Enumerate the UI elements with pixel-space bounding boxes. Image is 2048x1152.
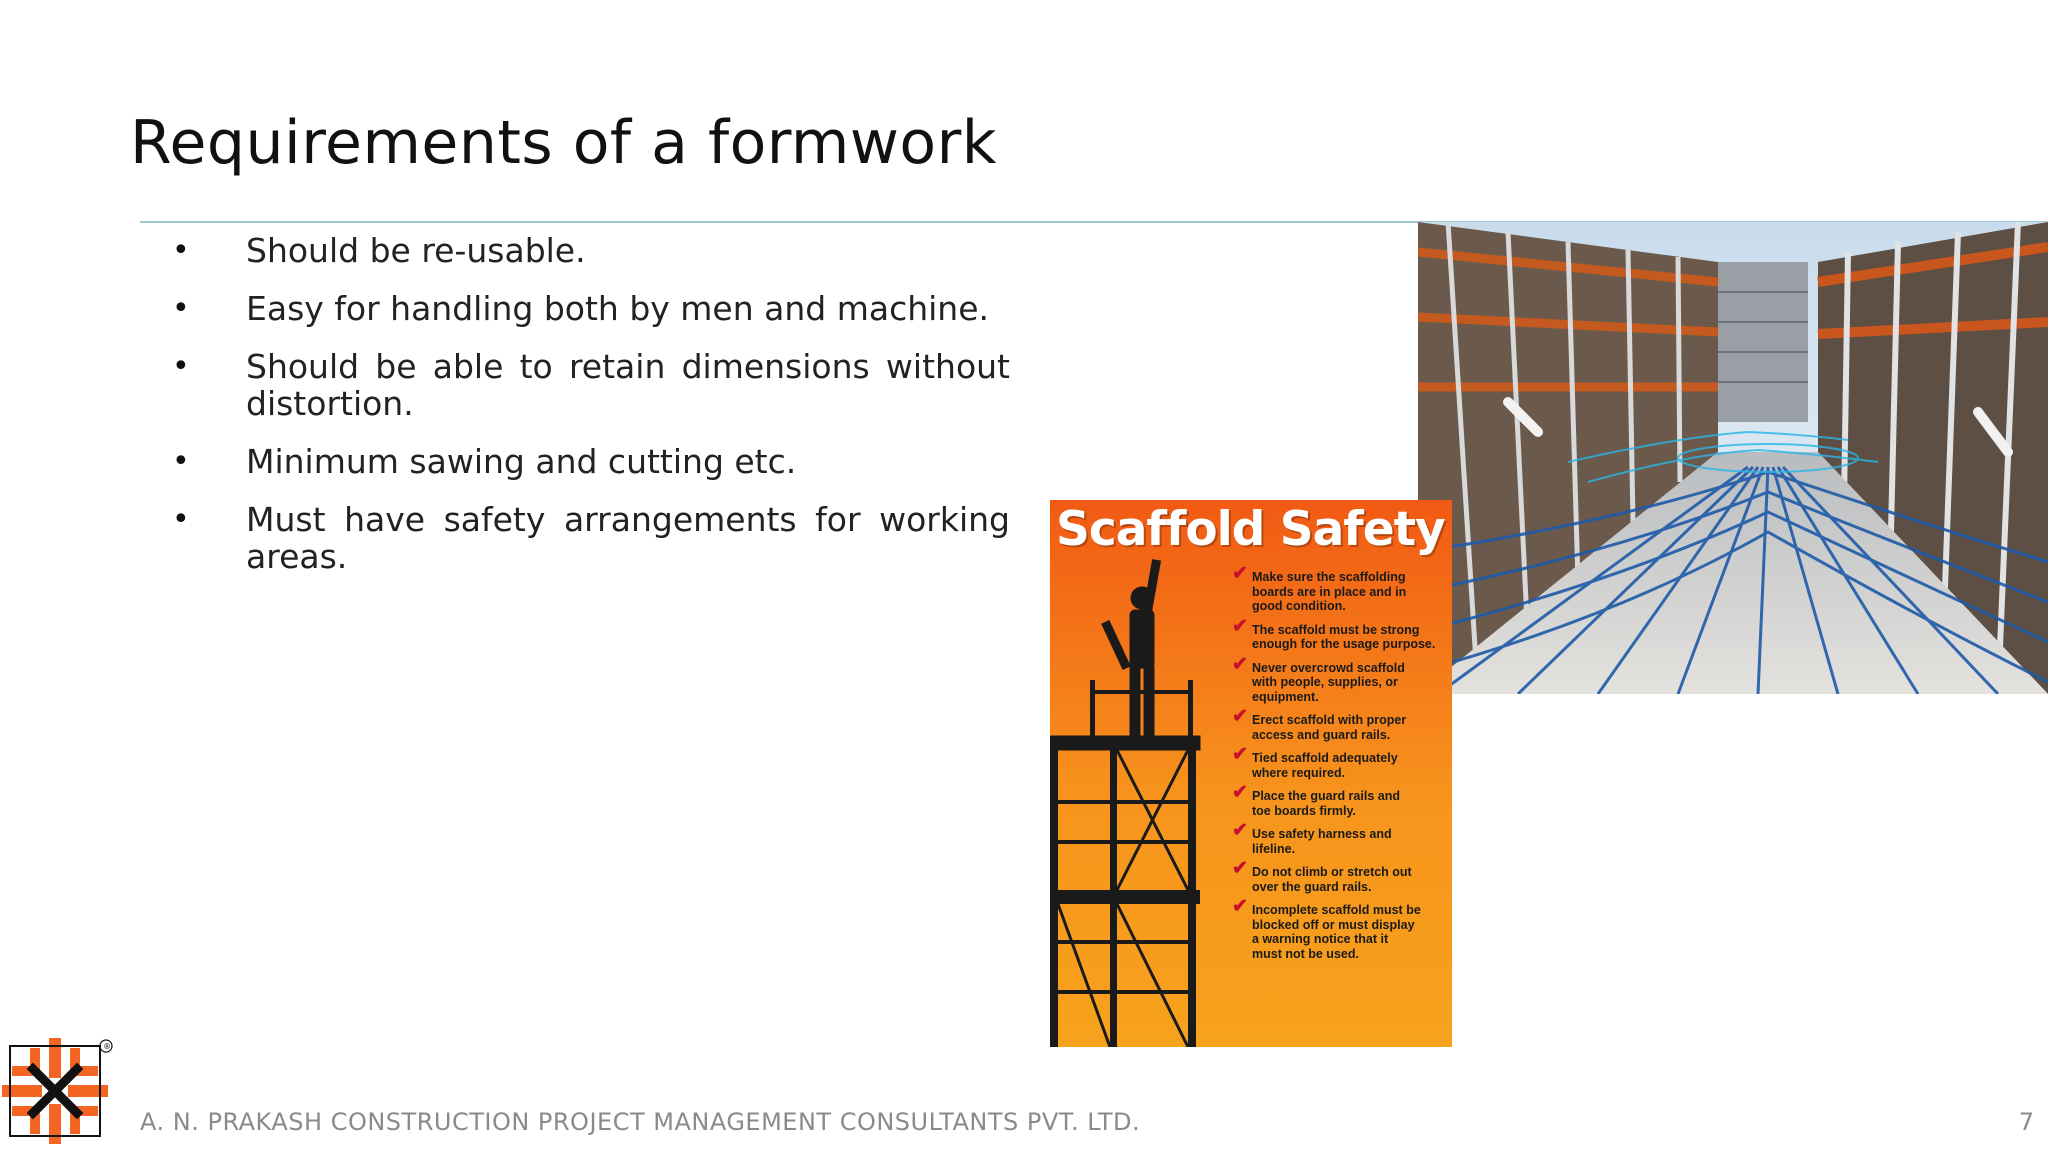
checkmark-icon: ✔ [1232, 782, 1248, 803]
bullet-list [160, 232, 1010, 596]
poster-item-text: Use safety harness and lifeline. [1252, 827, 1392, 856]
checkmark-icon: ✔ [1232, 896, 1248, 917]
poster-item-text: Erect scaffold with proper access and guard rails. [1252, 713, 1407, 742]
poster-item-text: Incomplete scaffold must be blocked off or must display a warning notice that it must not be used. [1252, 903, 1421, 961]
poster-item-text: Make sure the scaffolding boards are in place and in good condition. [1252, 570, 1407, 613]
poster-item-text: Do not climb or stretch out over the guard rails. [1252, 865, 1412, 894]
company-logo [0, 1036, 120, 1146]
checkmark-icon: ✔ [1232, 820, 1248, 841]
poster-check-item [1232, 706, 1450, 742]
poster-title: Scaffold Safety [1056, 502, 1445, 557]
poster-check-item [1232, 782, 1450, 818]
construction-safety-net-photo [1418, 222, 2048, 694]
scaffold-worker-silhouette [1050, 540, 1230, 1047]
checkmark-icon: ✔ [1232, 706, 1248, 727]
bullet-text: Must have safety arrangements for working areas. [246, 500, 1010, 576]
bullet-glyph: • [172, 444, 190, 479]
poster-check-item [1232, 858, 1450, 894]
bullet-text: Easy for handling both by men and machine. [246, 289, 990, 328]
bullet-item [160, 290, 1010, 327]
poster-check-item [1232, 896, 1450, 961]
checkmark-icon: ✔ [1232, 563, 1248, 584]
bullet-item [160, 501, 1010, 575]
checkmark-icon: ✔ [1232, 744, 1248, 765]
bullet-text: Should be re-usable. [246, 231, 586, 270]
bullet-item [160, 232, 1010, 269]
bullet-text: Should be able to retain dimensions without distortion. [246, 347, 1010, 423]
poster-item-text: Place the guard rails and toe boards firmly. [1252, 789, 1400, 818]
poster-check-item [1232, 744, 1450, 780]
bullet-item [160, 443, 1010, 480]
checkmark-icon: ✔ [1232, 615, 1248, 637]
slide-title: Requirements of a formwork [130, 108, 998, 178]
bullet-glyph: • [172, 233, 190, 268]
bullet-item [160, 348, 1010, 422]
footer-company-name: A. N. PRAKASH CONSTRUCTION PROJECT MANAGEMENT CONSULTANTS PVT. LTD. [140, 1108, 1141, 1136]
poster-item-text: Tied scaffold adequately where required. [1252, 751, 1398, 780]
poster-check-item [1232, 563, 1450, 614]
bullet-glyph: • [172, 291, 190, 326]
bullet-glyph: • [172, 349, 190, 384]
scaffold-safety-poster [1050, 500, 1452, 1047]
registered-mark: ® [103, 1042, 111, 1051]
bullet-text: Minimum sawing and cutting etc. [246, 442, 797, 481]
page-number: 7 [2018, 1108, 2034, 1136]
poster-check-item [1232, 820, 1450, 856]
poster-check-item [1232, 653, 1450, 705]
checkmark-icon: ✔ [1232, 858, 1248, 879]
poster-check-item [1232, 615, 1450, 652]
bullet-glyph: • [172, 502, 190, 537]
poster-checklist [1232, 563, 1450, 970]
checkmark-icon: ✔ [1232, 653, 1248, 675]
poster-item-text: The scaffold must be strong enough for the usage purpose. [1252, 622, 1436, 651]
poster-item-text: Never overcrowd scaffold with people, supplies, or equipment. [1252, 660, 1405, 704]
